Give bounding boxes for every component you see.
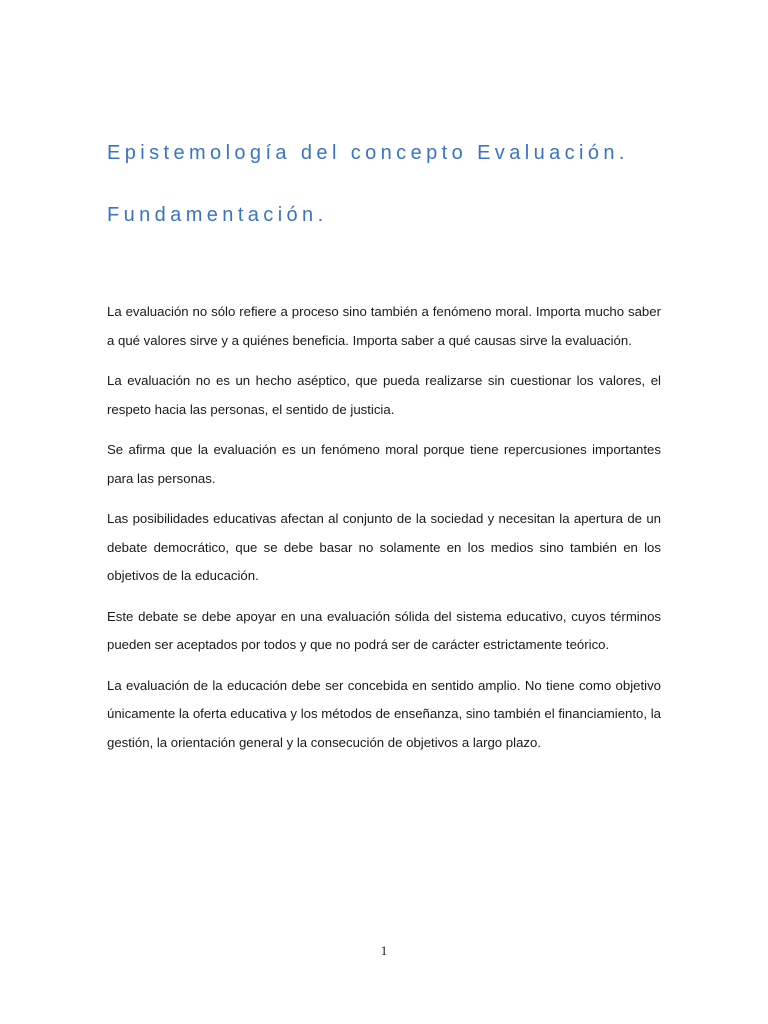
document-title: Epistemología del concepto Evaluación. bbox=[107, 142, 629, 164]
paragraph: La evaluación no sólo refiere a proceso sino también a fenómeno moral. Importa mucho saber a qué valores sirve y a quiénes beneficia. Importa saber a qué causas sirve la evaluación. bbox=[107, 304, 661, 348]
paragraph: Se afirma que la evaluación es un fenómeno moral porque tiene repercusiones importantes para las personas. bbox=[107, 442, 661, 486]
document-subtitle: Fundamentación. bbox=[107, 204, 328, 226]
paragraph: La evaluación no es un hecho aséptico, que pueda realizarse sin cuestionar los valores, el respeto hacia las personas, el sentido de justicia. bbox=[107, 373, 661, 417]
paragraph: Las posibilidades educativas afectan al conjunto de la sociedad y necesitan la apertura de un debate democrático, que se debe basar no solamente en los medios sino también en los objetivos de la educación. bbox=[107, 511, 661, 583]
page-number: 1 bbox=[380, 943, 388, 958]
document-body bbox=[107, 298, 661, 769]
paragraph: Este debate se debe apoyar en una evaluación sólida del sistema educativo, cuyos términos pueden ser aceptados por todos y que no podrá ser de carácter estrictamente teórico. bbox=[107, 608, 661, 652]
paragraph: La evaluación de la educación debe ser concebida en sentido amplio. No tiene como objetivo únicamente la oferta educativa y los métodos de enseñanza, sino también el financiamiento, la gestión, la orientación general y la consecución de objetivos a largo plazo. bbox=[107, 677, 661, 750]
